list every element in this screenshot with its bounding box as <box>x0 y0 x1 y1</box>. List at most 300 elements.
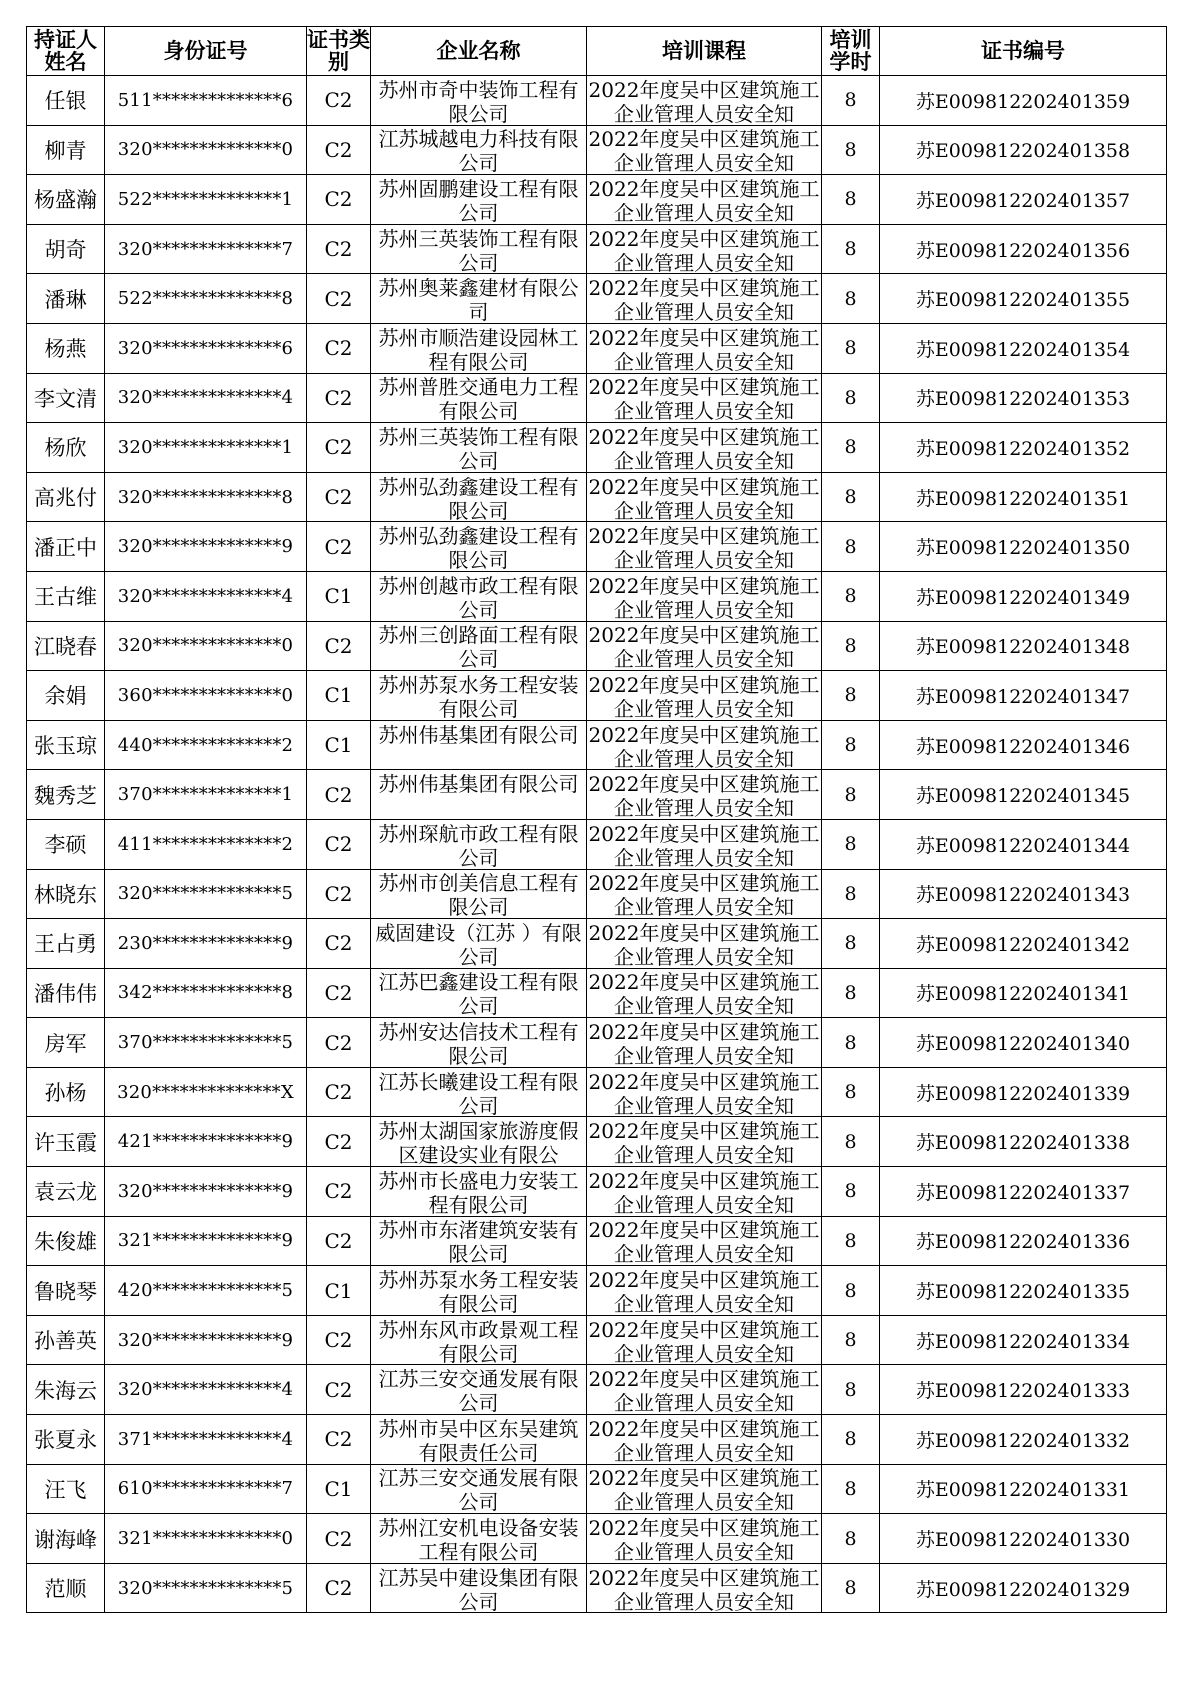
cell-company <box>371 472 587 522</box>
cell-hours: 8 <box>822 472 880 522</box>
cell-hours: 8 <box>822 1216 880 1266</box>
cell-company-text: 苏州市创美信息工程有限公司 <box>378 871 579 918</box>
cell-id: 370**************5 <box>105 1018 307 1068</box>
table-row <box>27 1266 1167 1316</box>
cell-cert: 苏E009812202401358 <box>880 125 1167 175</box>
cell-id: 522**************1 <box>105 175 307 225</box>
cell-company-text: 苏州奥莱鑫建材有限公司 <box>378 276 579 323</box>
table-row <box>27 1464 1167 1514</box>
cell-name: 江晓春 <box>27 621 105 671</box>
cell-hours: 8 <box>822 1415 880 1465</box>
cell-course-text: 2022年度吴中区建筑施工企业管理人员安全知 <box>588 1119 820 1166</box>
cell-company-text: 苏州江安机电设备安装工程有限公司 <box>378 1516 579 1563</box>
cell-course <box>587 274 822 324</box>
cell-course <box>587 671 822 721</box>
cell-company-text: 苏州太湖国家旅游度假区建设实业有限公 <box>378 1119 579 1166</box>
cell-course-text: 2022年度吴中区建筑施工企业管理人员安全知 <box>588 1416 820 1463</box>
cell-company <box>371 1514 587 1564</box>
cell-category: C2 <box>307 968 371 1018</box>
cell-company <box>371 571 587 621</box>
cell-course <box>587 1415 822 1465</box>
cell-course <box>587 869 822 919</box>
cell-name: 王占勇 <box>27 919 105 969</box>
cell-course <box>587 819 822 869</box>
cell-course <box>587 1365 822 1415</box>
cell-id: 321**************0 <box>105 1514 307 1564</box>
cell-company-text: 苏州市吴中区东吴建筑有限责任公司 <box>378 1416 579 1463</box>
cell-hours: 8 <box>822 274 880 324</box>
cell-course-text: 2022年度吴中区建筑施工企业管理人员安全知 <box>588 176 820 223</box>
cell-course <box>587 1563 822 1613</box>
cell-cert: 苏E009812202401337 <box>880 1167 1167 1217</box>
cell-name: 许玉霞 <box>27 1117 105 1167</box>
cell-company-text: 江苏巴鑫建设工程有限公司 <box>378 970 579 1017</box>
cell-company-text: 苏州弘劲鑫建设工程有限公司 <box>378 524 579 571</box>
cell-hours: 8 <box>822 770 880 820</box>
cell-name: 胡奇 <box>27 224 105 274</box>
cell-cert: 苏E009812202401356 <box>880 224 1167 274</box>
cell-id: 320**************5 <box>105 869 307 919</box>
certificate-table <box>26 26 1167 1613</box>
cell-cert: 苏E009812202401333 <box>880 1365 1167 1415</box>
cell-course-text: 2022年度吴中区建筑施工企业管理人员安全知 <box>588 623 820 670</box>
cell-company-text: 苏州弘劲鑫建设工程有限公司 <box>378 474 579 521</box>
cell-course <box>587 770 822 820</box>
cell-course-text: 2022年度吴中区建筑施工企业管理人员安全知 <box>588 871 820 918</box>
cell-course-text: 2022年度吴中区建筑施工企业管理人员安全知 <box>588 1367 820 1414</box>
cell-name: 谢海峰 <box>27 1514 105 1564</box>
cell-course-text: 2022年度吴中区建筑施工企业管理人员安全知 <box>588 1466 820 1513</box>
cell-id: 440**************2 <box>105 720 307 770</box>
table-row <box>27 1117 1167 1167</box>
cell-name: 袁云龙 <box>27 1167 105 1217</box>
cell-course-text: 2022年度吴中区建筑施工企业管理人员安全知 <box>588 424 820 471</box>
cell-id: 320**************9 <box>105 1167 307 1217</box>
cell-category: C2 <box>307 323 371 373</box>
cell-course-text: 2022年度吴中区建筑施工企业管理人员安全知 <box>588 672 820 719</box>
cell-company <box>371 274 587 324</box>
cell-company <box>371 1067 587 1117</box>
cell-category: C1 <box>307 671 371 721</box>
cell-hours: 8 <box>822 1365 880 1415</box>
cell-course <box>587 1266 822 1316</box>
cell-name: 范顺 <box>27 1563 105 1613</box>
cell-category: C1 <box>307 720 371 770</box>
cell-company <box>371 1365 587 1415</box>
cell-course-text: 2022年度吴中区建筑施工企业管理人员安全知 <box>588 1317 820 1364</box>
cell-name: 潘伟伟 <box>27 968 105 1018</box>
cell-category: C2 <box>307 869 371 919</box>
cell-hours: 8 <box>822 423 880 473</box>
cell-course <box>587 323 822 373</box>
cell-company-text: 苏州东风市政景观工程有限公司 <box>378 1317 579 1364</box>
cell-id: 320**************8 <box>105 472 307 522</box>
cell-course <box>587 1464 822 1514</box>
cell-name: 王古维 <box>27 571 105 621</box>
cell-category: C1 <box>307 1266 371 1316</box>
cell-course-text: 2022年度吴中区建筑施工企业管理人员安全知 <box>588 375 820 422</box>
cell-category: C2 <box>307 1117 371 1167</box>
cell-company-text: 苏州琛航市政工程有限公司 <box>378 821 579 868</box>
cell-hours: 8 <box>822 125 880 175</box>
cell-category: C2 <box>307 522 371 572</box>
cell-cert: 苏E009812202401344 <box>880 819 1167 869</box>
table-row <box>27 472 1167 522</box>
cell-id: 320**************1 <box>105 423 307 473</box>
cell-company <box>371 671 587 721</box>
cell-category: C2 <box>307 1216 371 1266</box>
table-row <box>27 720 1167 770</box>
cell-company <box>371 819 587 869</box>
table-row <box>27 919 1167 969</box>
table-row <box>27 1563 1167 1613</box>
cell-category: C2 <box>307 770 371 820</box>
cell-id: 320**************5 <box>105 1563 307 1613</box>
cell-name: 汪飞 <box>27 1464 105 1514</box>
cell-course-text: 2022年度吴中区建筑施工企业管理人员安全知 <box>588 920 820 967</box>
cell-hours: 8 <box>822 671 880 721</box>
cell-course-text: 2022年度吴中区建筑施工企业管理人员安全知 <box>588 1268 820 1315</box>
cell-company-text: 苏州市东渚建筑安装有限公司 <box>378 1218 579 1265</box>
table-row <box>27 175 1167 225</box>
cell-course-text: 2022年度吴中区建筑施工企业管理人员安全知 <box>588 1168 820 1215</box>
cell-category: C2 <box>307 621 371 671</box>
cell-course <box>587 1167 822 1217</box>
cell-name: 房军 <box>27 1018 105 1068</box>
cell-cert: 苏E009812202401331 <box>880 1464 1167 1514</box>
cell-id: 610**************7 <box>105 1464 307 1514</box>
cell-company-text: 苏州市长盛电力安装工程有限公司 <box>378 1168 579 1215</box>
cell-cert: 苏E009812202401340 <box>880 1018 1167 1068</box>
cell-company <box>371 720 587 770</box>
header-id: 身份证号 <box>105 27 307 76</box>
table-row <box>27 1067 1167 1117</box>
cell-course <box>587 472 822 522</box>
cell-hours: 8 <box>822 1464 880 1514</box>
cell-course-text: 2022年度吴中区建筑施工企业管理人员安全知 <box>588 1069 820 1116</box>
cell-course-text: 2022年度吴中区建筑施工企业管理人员安全知 <box>588 1218 820 1265</box>
cell-name: 杨欣 <box>27 423 105 473</box>
cell-company-text: 苏州伟基集团有限公司 <box>378 722 579 747</box>
cell-course <box>587 125 822 175</box>
cell-id: 320**************9 <box>105 1315 307 1365</box>
table-row <box>27 125 1167 175</box>
cell-hours: 8 <box>822 522 880 572</box>
cell-category: C2 <box>307 1365 371 1415</box>
cell-course <box>587 423 822 473</box>
cell-cert: 苏E009812202401345 <box>880 770 1167 820</box>
table-row <box>27 1018 1167 1068</box>
table-row <box>27 1216 1167 1266</box>
cell-company-text: 江苏城越电力科技有限公司 <box>378 127 579 174</box>
cell-course <box>587 919 822 969</box>
cell-name: 李硕 <box>27 819 105 869</box>
cell-cert: 苏E009812202401347 <box>880 671 1167 721</box>
certificate-table-sheet <box>26 26 1166 1613</box>
cell-category: C1 <box>307 1464 371 1514</box>
cell-id: 321**************9 <box>105 1216 307 1266</box>
cell-cert: 苏E009812202401353 <box>880 373 1167 423</box>
cell-hours: 8 <box>822 1315 880 1365</box>
table-row <box>27 1315 1167 1365</box>
cell-course-text: 2022年度吴中区建筑施工企业管理人员安全知 <box>588 722 820 769</box>
cell-id: 522**************8 <box>105 274 307 324</box>
table-row <box>27 770 1167 820</box>
cell-cert: 苏E009812202401357 <box>880 175 1167 225</box>
cell-category: C2 <box>307 76 371 126</box>
cell-category: C2 <box>307 919 371 969</box>
cell-cert: 苏E009812202401352 <box>880 423 1167 473</box>
cell-company-text: 苏州伟基集团有限公司 <box>378 772 579 797</box>
cell-category: C2 <box>307 819 371 869</box>
table-row <box>27 274 1167 324</box>
cell-category: C2 <box>307 1514 371 1564</box>
cell-category: C2 <box>307 1067 371 1117</box>
cell-course-text: 2022年度吴中区建筑施工企业管理人员安全知 <box>588 77 820 124</box>
cell-company-text: 苏州三创路面工程有限公司 <box>378 623 579 670</box>
cell-cert: 苏E009812202401348 <box>880 621 1167 671</box>
cell-name: 林晓东 <box>27 869 105 919</box>
cell-company-text: 苏州安达信技术工程有限公司 <box>378 1020 579 1067</box>
cell-id: 320**************7 <box>105 224 307 274</box>
cell-cert: 苏E009812202401339 <box>880 1067 1167 1117</box>
cell-name: 杨盛瀚 <box>27 175 105 225</box>
cell-course <box>587 621 822 671</box>
header-cert: 证书编号 <box>880 27 1167 76</box>
cell-company <box>371 1266 587 1316</box>
cell-hours: 8 <box>822 1018 880 1068</box>
cell-name: 余娟 <box>27 671 105 721</box>
cell-company <box>371 621 587 671</box>
cell-course <box>587 522 822 572</box>
table-row <box>27 1365 1167 1415</box>
cell-id: 371**************4 <box>105 1415 307 1465</box>
table-row <box>27 224 1167 274</box>
cell-course-text: 2022年度吴中区建筑施工企业管理人员安全知 <box>588 1565 820 1612</box>
cell-course-text: 2022年度吴中区建筑施工企业管理人员安全知 <box>588 573 820 620</box>
cell-hours: 8 <box>822 1514 880 1564</box>
cell-cert: 苏E009812202401330 <box>880 1514 1167 1564</box>
cell-course-text: 2022年度吴中区建筑施工企业管理人员安全知 <box>588 474 820 521</box>
cell-company-text: 苏州创越市政工程有限公司 <box>378 573 579 620</box>
cell-company-text: 江苏长曦建设工程有限公司 <box>378 1069 579 1116</box>
cell-cert: 苏E009812202401343 <box>880 869 1167 919</box>
cell-category: C2 <box>307 175 371 225</box>
cell-id: 411**************2 <box>105 819 307 869</box>
cell-company-text: 苏州固鹏建设工程有限公司 <box>378 176 579 223</box>
cell-name: 杨燕 <box>27 323 105 373</box>
cell-category: C2 <box>307 1415 371 1465</box>
cell-company <box>371 770 587 820</box>
cell-cert: 苏E009812202401342 <box>880 919 1167 969</box>
cell-name: 朱俊雄 <box>27 1216 105 1266</box>
cell-name: 潘琳 <box>27 274 105 324</box>
cell-company-text: 苏州苏泵水务工程安装有限公司 <box>378 672 579 719</box>
cell-category: C2 <box>307 1563 371 1613</box>
cell-company-text: 苏州三英装饰工程有限公司 <box>378 424 579 471</box>
cell-course-text: 2022年度吴中区建筑施工企业管理人员安全知 <box>588 325 820 372</box>
cell-course-text: 2022年度吴中区建筑施工企业管理人员安全知 <box>588 970 820 1017</box>
cell-id: 320**************4 <box>105 571 307 621</box>
table-row <box>27 968 1167 1018</box>
cell-company <box>371 323 587 373</box>
cell-course-text: 2022年度吴中区建筑施工企业管理人员安全知 <box>588 821 820 868</box>
table-row <box>27 76 1167 126</box>
cell-id: 342**************8 <box>105 968 307 1018</box>
cell-cert: 苏E009812202401329 <box>880 1563 1167 1613</box>
cell-course <box>587 1514 822 1564</box>
cell-id: 230**************9 <box>105 919 307 969</box>
cell-course-text: 2022年度吴中区建筑施工企业管理人员安全知 <box>588 772 820 819</box>
cell-hours: 8 <box>822 919 880 969</box>
cell-company-text: 苏州苏泵水务工程安装有限公司 <box>378 1268 579 1315</box>
cell-company <box>371 175 587 225</box>
cell-company <box>371 968 587 1018</box>
cell-hours: 8 <box>822 373 880 423</box>
cell-name: 潘正中 <box>27 522 105 572</box>
cell-id: 320**************4 <box>105 1365 307 1415</box>
cell-company-text: 苏州市奇中装饰工程有限公司 <box>378 77 579 124</box>
cell-name: 高兆付 <box>27 472 105 522</box>
cell-course <box>587 571 822 621</box>
table-row <box>27 1514 1167 1564</box>
cell-course <box>587 1315 822 1365</box>
header-hours: 培训学时 <box>822 27 880 76</box>
cell-hours: 8 <box>822 323 880 373</box>
header-course: 培训课程 <box>587 27 822 76</box>
cell-course <box>587 720 822 770</box>
cell-course <box>587 373 822 423</box>
cell-id: 320**************4 <box>105 373 307 423</box>
cell-name: 鲁晓琴 <box>27 1266 105 1316</box>
cell-category: C2 <box>307 423 371 473</box>
cell-cert: 苏E009812202401338 <box>880 1117 1167 1167</box>
cell-cert: 苏E009812202401332 <box>880 1415 1167 1465</box>
cell-company <box>371 1464 587 1514</box>
cell-hours: 8 <box>822 224 880 274</box>
cell-name: 魏秀芝 <box>27 770 105 820</box>
cell-company-text: 苏州三英装饰工程有限公司 <box>378 226 579 273</box>
table-row <box>27 1167 1167 1217</box>
header-company: 企业名称 <box>371 27 587 76</box>
cell-company-text: 苏州普胜交通电力工程有限公司 <box>378 375 579 422</box>
cell-category: C2 <box>307 1167 371 1217</box>
table-body <box>27 76 1167 1613</box>
cell-hours: 8 <box>822 968 880 1018</box>
cell-cert: 苏E009812202401350 <box>880 522 1167 572</box>
cell-hours: 8 <box>822 720 880 770</box>
cell-id: 320**************0 <box>105 125 307 175</box>
cell-course <box>587 175 822 225</box>
cell-company <box>371 1415 587 1465</box>
cell-course <box>587 1067 822 1117</box>
table-row <box>27 522 1167 572</box>
cell-name: 孙杨 <box>27 1067 105 1117</box>
cell-course-text: 2022年度吴中区建筑施工企业管理人员安全知 <box>588 276 820 323</box>
cell-company <box>371 1563 587 1613</box>
cell-category: C2 <box>307 472 371 522</box>
cell-hours: 8 <box>822 869 880 919</box>
cell-name: 任银 <box>27 76 105 126</box>
cell-hours: 8 <box>822 571 880 621</box>
cell-company <box>371 224 587 274</box>
cell-company <box>371 423 587 473</box>
table-row <box>27 571 1167 621</box>
header-row <box>27 27 1167 76</box>
cell-company <box>371 1315 587 1365</box>
cell-company <box>371 1167 587 1217</box>
cell-course <box>587 224 822 274</box>
cell-course-text: 2022年度吴中区建筑施工企业管理人员安全知 <box>588 1020 820 1067</box>
cell-hours: 8 <box>822 1067 880 1117</box>
cell-hours: 8 <box>822 1563 880 1613</box>
table-row <box>27 1415 1167 1465</box>
cell-name: 朱海云 <box>27 1365 105 1415</box>
cell-category: C2 <box>307 224 371 274</box>
table-row <box>27 621 1167 671</box>
cell-company-text: 威固建设（江苏 ）有限公司 <box>375 920 582 967</box>
cell-course-text: 2022年度吴中区建筑施工企业管理人员安全知 <box>588 524 820 571</box>
cell-company <box>371 76 587 126</box>
cell-company <box>371 1216 587 1266</box>
cell-hours: 8 <box>822 1167 880 1217</box>
cell-hours: 8 <box>822 175 880 225</box>
cell-course-text: 2022年度吴中区建筑施工企业管理人员安全知 <box>588 127 820 174</box>
cell-company-text: 江苏三安交通发展有限公司 <box>378 1466 579 1513</box>
cell-name: 孙善英 <box>27 1315 105 1365</box>
cell-course <box>587 1216 822 1266</box>
cell-category: C1 <box>307 571 371 621</box>
cell-company <box>371 919 587 969</box>
cell-cert: 苏E009812202401341 <box>880 968 1167 1018</box>
cell-hours: 8 <box>822 1266 880 1316</box>
cell-company-text: 江苏吴中建设集团有限公司 <box>378 1565 579 1612</box>
cell-company-text: 苏州市顺浩建设园林工程有限公司 <box>378 325 579 372</box>
cell-id: 320**************X <box>105 1067 307 1117</box>
cell-course <box>587 968 822 1018</box>
cell-id: 360**************0 <box>105 671 307 721</box>
cell-id: 421**************9 <box>105 1117 307 1167</box>
cell-course-text: 2022年度吴中区建筑施工企业管理人员安全知 <box>588 226 820 273</box>
table-row <box>27 819 1167 869</box>
cell-company <box>371 1018 587 1068</box>
table-row <box>27 323 1167 373</box>
cell-company-text: 江苏三安交通发展有限公司 <box>378 1367 579 1414</box>
cell-cert: 苏E009812202401351 <box>880 472 1167 522</box>
header-name: 持证人姓名 <box>27 27 105 76</box>
cell-hours: 8 <box>822 1117 880 1167</box>
cell-cert: 苏E009812202401354 <box>880 323 1167 373</box>
cell-company <box>371 869 587 919</box>
cell-category: C2 <box>307 1018 371 1068</box>
cell-name: 柳青 <box>27 125 105 175</box>
cell-category: C2 <box>307 373 371 423</box>
cell-company <box>371 373 587 423</box>
cell-cert: 苏E009812202401359 <box>880 76 1167 126</box>
cell-id: 511**************6 <box>105 76 307 126</box>
header-category: 证书类别 <box>307 28 370 74</box>
cell-category: C2 <box>307 274 371 324</box>
cell-cert: 苏E009812202401335 <box>880 1266 1167 1316</box>
table-row <box>27 373 1167 423</box>
table-row <box>27 671 1167 721</box>
cell-id: 320**************6 <box>105 323 307 373</box>
cell-id: 320**************9 <box>105 522 307 572</box>
cell-course <box>587 76 822 126</box>
cell-cert: 苏E009812202401334 <box>880 1315 1167 1365</box>
cell-id: 320**************0 <box>105 621 307 671</box>
cell-company <box>371 1117 587 1167</box>
